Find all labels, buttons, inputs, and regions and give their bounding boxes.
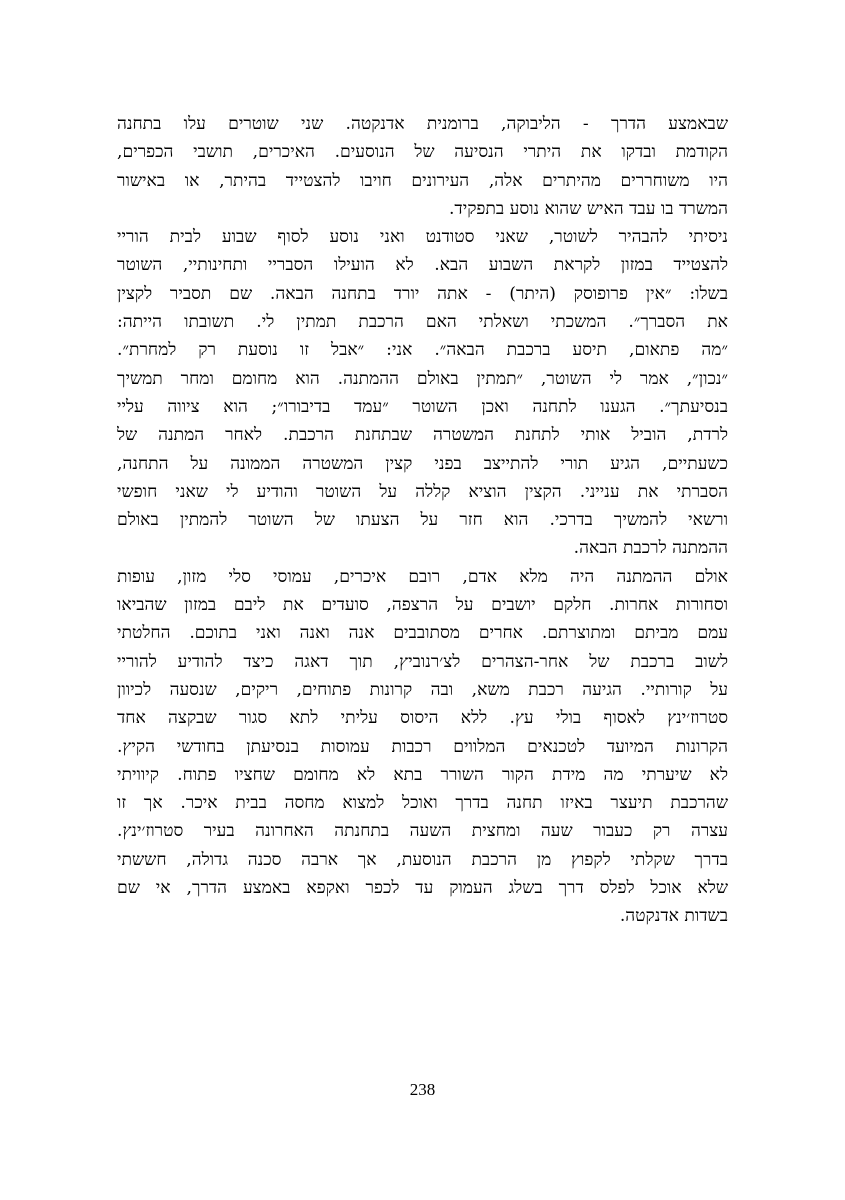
text-line: שהרכבת תיעצר באיזו תחנה בדרך ואוכל למצוא מחסה בבית איכר. אך זו [117, 793, 728, 814]
text-line: הקרונות המיועד לטכנאים המלווים רכבות עמוסות בנסיעתן בחודשי הקיץ. [117, 736, 728, 757]
text-line: ניסיתי להבהיר לשוטר, שאני סטודנט ואני נוסע לסוף שבוע לבית הוריי [117, 227, 728, 248]
text-line: היו משוחררים מהיתרים אלה, העירונים חויבו להצטייד בהיתר, או באישור [117, 170, 728, 191]
text-line: בדרך שקלתי לקפוץ מן הרכבת הנוסעת, אך ארבה סכנה גדולה, חששתי [117, 849, 728, 870]
text-line: עצרה רק כעבור שעה ומחצית השעה בתחנתה האחרונה בעיר סטרוז׳ינץ. [117, 821, 728, 842]
text-line: בנסיעתך״. הגענו לתחנה ואכן השוטר ״עמד בדיבורו״; הוא ציווה עליי [117, 396, 728, 417]
text-line: עמם מביתם ומתוצרתם. אחרים מסתובבים אנה ואנה ואני בתוכם. החלטתי [117, 623, 728, 644]
text-line: לשוב ברכבת של אחר-הצהרים לצ׳רנוביץ, תוך דאגה כיצד להודיע להוריי [117, 651, 728, 672]
text-line: וסחורות אחרות. חלקם יושבים על הרצפה, סועדים את ליבם במזון שהביאו [117, 595, 728, 616]
text-line: שבאמצע הדרך - הליבוקה, ברומנית אדנקטה. שני שוטרים עלו בתחנה [117, 114, 728, 134]
text-line: ״מה פתאום, תיסע ברכבת הבאה״. אני: ״אבל זו נוסעת רק למחרת״. [117, 340, 728, 361]
text-line: המשרד בו עבד האיש שהוא נוסע בתפקיד. [448, 198, 728, 219]
text-line: ההמתנה לרכבת הבאה. [573, 538, 728, 559]
body-text [117, 110, 728, 931]
text-line: ורשאי להמשיך בדרכי. הוא חזר על הצעתו של השוטר להמתין באולם [117, 510, 728, 531]
text-line: שלא אוכל לפלס דרך בשלג העמוק עד לכפר ואקפא באמצע הדרך, אי שם [117, 878, 728, 899]
text-line: את הסברך״. המשכתי ושאלתי האם הרכבת תמתין לי. תשובתו הייתה: [117, 312, 728, 333]
page-number: 238 [409, 1080, 436, 1099]
text-line: הסברתי את ענייני. הקצין הוציא קללה על השוטר והודיע לי שאני חופשי [117, 481, 728, 502]
text-line: ״נכון״, אמר לי השוטר, ״תמתין באולם ההמתנה. הוא מחומם ומחר תמשיך [117, 368, 728, 389]
text-line: בשדות אדנקטה. [619, 906, 728, 927]
text-line: כשעתיים, הגיע תורי להתייצב בפני קצין המשטרה הממונה על התחנה, [117, 453, 728, 474]
paragraph-1 [117, 110, 728, 223]
text-line: הקודמת ובדקו את היתרי הנסיעה של הנוסעים. האיכרים, תושבי הכפרים, [117, 142, 728, 163]
text-line: סטרוז׳ינץ לאסוף בולי עץ. ללא היסוס עליתי לתא סגור שבקצה אחד [117, 708, 728, 729]
text-line: להצטייד במזון לקראת השבוע הבא. לא הועילו הסבריי ותחינותיי, השוטר [117, 255, 728, 276]
text-line: לא שיערתי מה מידת הקור השורר בתא לא מחומם שחציו פתוח. קיוויתי [117, 764, 728, 785]
text-line: על קורותיי. הגיעה רכבת משא, ובה קרונות פתוחים, ריקים, שנסעה לכיוון [117, 679, 728, 700]
paragraph-2 [117, 223, 728, 563]
text-line: אולם ההמתנה היה מלא אדם, רובם איכרים, עמוסי סלי מזון, עופות [117, 566, 728, 587]
text-line: בשלו: ״אין פרופוסק (היתר) - אתה יורד בתחנה הבאה. שם תסביר לקצין [117, 283, 728, 304]
paragraph-3 [117, 563, 728, 931]
text-line: לרדת, הוביל אותי לתחנת המשטרה שבתחנת הרכבת. לאחר המתנה של [117, 425, 728, 446]
